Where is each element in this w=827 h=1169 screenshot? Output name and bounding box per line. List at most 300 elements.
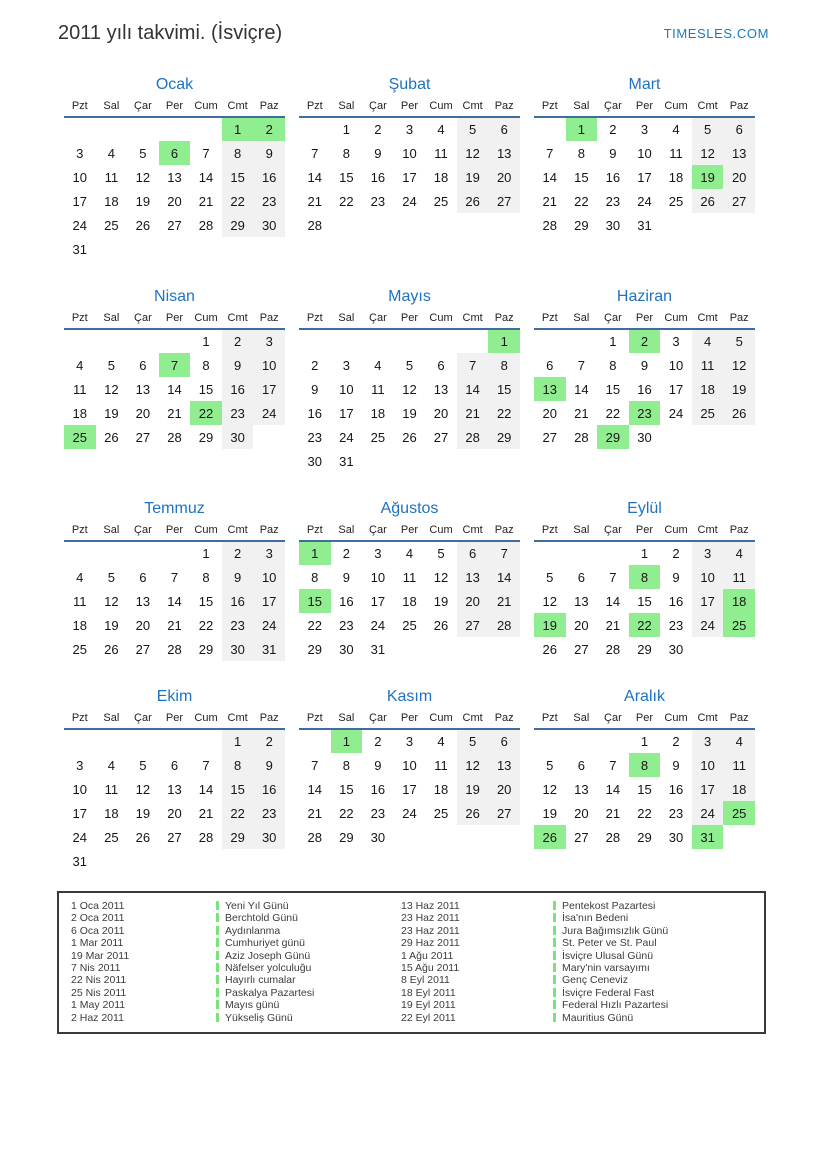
weekday-header: Pzt [534,523,566,541]
weekday-header: Cum [425,523,457,541]
empty-cell [253,849,285,873]
empty-cell [394,825,426,849]
weekday-header: Per [629,523,661,541]
day-cell: 7 [311,757,319,773]
day-cell: 2 [374,734,382,749]
day-cell: 22 [222,801,254,825]
site-link[interactable]: TIMESLES.COM [663,26,769,41]
day-cell: 19 [723,377,755,401]
day-cell: 4 [107,757,115,773]
day-cell: 24 [668,405,684,421]
day-cell: 22 [574,193,589,209]
weekday-header: Cum [190,711,222,729]
day-cell: 14 [605,593,621,609]
empty-cell [488,449,520,473]
day-cell: 8 [202,357,210,373]
empty-cell [190,117,222,141]
day-cell: 13 [488,141,520,165]
day-cell: 16 [605,169,621,185]
day-cell: 4 [374,357,382,373]
weekday-header: Per [629,711,661,729]
weekday-header: Cum [425,311,457,329]
day-cell: 26 [692,189,724,213]
holiday-date: 1 May 2011 [71,999,126,1012]
day-cell: 1 [640,546,649,561]
day-cell: 22 [198,617,214,633]
empty-cell [488,213,520,237]
weekday-header: Per [629,311,661,329]
weekday-header: Cmt [457,523,489,541]
holiday-marker-icon [553,963,556,972]
day-cell: 18 [104,805,119,821]
day-cell: 22 [190,401,222,425]
day-cell: 15 [299,589,331,613]
day-cell: 9 [253,141,285,165]
day-cell: 1 [331,729,363,753]
day-cell: 31 [72,241,88,257]
day-cell: 22 [629,613,661,637]
empty-cell [566,541,598,565]
holiday-date: 2 Haz 2011 [71,1011,124,1024]
holiday-name [553,987,760,999]
day-cell: 21 [605,617,621,633]
day-cell: 11 [104,781,119,797]
day-cell: 1 [488,329,520,353]
holiday-name [216,950,401,962]
holiday-marker-icon [216,951,219,960]
day-cell: 19 [433,593,449,609]
holiday-name [216,974,401,986]
day-cell: 10 [668,357,684,373]
day-cell: 16 [222,377,254,401]
day-cell: 8 [488,353,520,377]
holiday-name-label: Yükseliş Günü [225,1011,293,1024]
empty-cell [723,213,755,237]
day-cell: 21 [574,405,589,421]
weekday-header: Paz [253,523,285,541]
day-cell: 1 [299,541,331,565]
day-cell: 8 [202,569,210,585]
day-cell: 30 [222,637,254,661]
day-cell: 26 [457,801,489,825]
weekday-header: Cum [660,311,692,329]
day-cell: 13 [457,565,489,589]
empty-cell [96,849,128,873]
holiday-name-label: Genç Ceneviz [562,974,628,987]
day-cell: 17 [72,193,88,209]
holiday-date: 23 Haz 2011 [401,912,460,925]
holiday-marker-icon [216,1013,219,1022]
holiday-name-label: Näfelser yolculuğu [225,962,312,975]
empty-cell [159,237,191,261]
empty-cell [534,541,566,565]
day-cell: 15 [339,781,354,797]
empty-cell [190,729,222,753]
day-cell: 26 [723,401,755,425]
day-cell: 20 [542,405,558,421]
holiday-date: 22 Eyl 2011 [401,1011,456,1024]
day-cell: 20 [574,617,589,633]
day-cell: 3 [692,729,724,753]
day-cell: 12 [402,381,417,397]
day-cell: 26 [135,829,151,845]
day-cell: 23 [307,429,323,445]
day-cell: 27 [457,613,489,637]
empty-cell [425,449,457,473]
empty-cell [222,237,254,261]
day-cell: 26 [457,189,489,213]
empty-cell [299,329,331,353]
day-cell: 17 [72,805,88,821]
holiday-name [553,962,760,974]
day-cell: 2 [222,541,254,565]
weekday-header: Paz [488,711,520,729]
weekday-header: Per [159,523,191,541]
day-cell: 20 [167,805,182,821]
weekday-header: Cmt [457,99,489,117]
day-cell: 24 [72,217,88,233]
holiday-name-label: Yeni Yıl Günü [225,900,289,912]
day-cell: 23 [668,805,684,821]
empty-cell [64,729,96,753]
day-cell: 3 [405,122,414,137]
day-cell: 29 [637,829,652,845]
weekday-header: Cum [190,99,222,117]
day-cell: 23 [629,401,661,425]
day-cell: 21 [167,405,182,421]
empty-cell [425,213,457,237]
day-cell: 18 [668,169,684,185]
day-cell: 29 [222,825,254,849]
day-cell: 7 [609,757,617,773]
weekday-header: Per [159,99,191,117]
day-cell: 6 [437,357,445,373]
weekday-header: Pzt [534,99,566,117]
day-cell: 20 [488,777,520,801]
day-cell: 23 [605,193,621,209]
weekday-header: Per [394,711,426,729]
day-cell: 4 [437,122,445,137]
day-cell: 5 [107,357,115,373]
day-cell: 10 [339,381,354,397]
empty-cell [64,329,96,353]
weekday-header: Per [629,99,661,117]
empty-cell [362,329,394,353]
holiday-date: 19 Eyl 2011 [401,999,456,1012]
holiday-name-label: Berchtold Günü [225,912,298,925]
day-cell: 5 [546,757,554,773]
day-cell: 9 [222,353,254,377]
holiday-date: 22 Nis 2011 [71,974,127,987]
day-cell: 22 [637,805,652,821]
holiday-date: 2 Oca 2011 [71,912,125,925]
month-mayis [299,287,520,473]
day-cell: 28 [574,429,589,445]
day-cell: 6 [488,729,520,753]
day-cell: 30 [253,213,285,237]
weekday-header: Cum [660,523,692,541]
day-cell: 25 [433,193,449,209]
day-cell: 26 [402,429,417,445]
weekday-header: Paz [253,711,285,729]
day-cell: 13 [488,753,520,777]
day-cell: 27 [135,429,151,445]
day-cell: 23 [370,193,386,209]
day-cell: 11 [434,757,448,773]
day-cell: 16 [339,593,354,609]
day-cell: 7 [311,145,319,161]
day-cell: 30 [605,217,621,233]
day-cell: 16 [637,381,652,397]
day-cell: 4 [723,541,755,565]
weekday-header: Cmt [692,99,724,117]
empty-cell [253,237,285,261]
month-table [299,99,520,237]
empty-cell [127,849,159,873]
weekday-header: Çar [362,711,394,729]
day-cell: 9 [253,753,285,777]
empty-cell [159,849,191,873]
empty-cell [190,237,222,261]
day-cell: 24 [692,801,724,825]
day-cell: 28 [307,217,323,233]
empty-cell [96,329,128,353]
empty-cell [159,117,191,141]
day-cell: 27 [488,189,520,213]
empty-cell [660,213,692,237]
empty-cell [660,425,692,449]
day-cell: 12 [457,753,489,777]
day-cell: 7 [457,353,489,377]
empty-cell [64,541,96,565]
holiday-date: 6 Oca 2011 [71,924,125,937]
day-cell: 27 [488,801,520,825]
day-cell: 5 [546,569,554,585]
day-cell: 29 [198,429,214,445]
day-cell: 14 [542,169,558,185]
empty-cell [159,329,191,353]
day-cell: 1 [202,546,210,561]
day-cell: 24 [370,617,386,633]
day-cell: 26 [542,641,558,657]
holiday-name [553,1012,760,1024]
day-cell: 13 [723,141,755,165]
day-cell: 1 [222,729,254,753]
day-cell: 6 [546,357,554,373]
day-cell: 4 [692,329,724,353]
day-cell: 8 [609,357,617,373]
month-title: Mayıs [388,288,431,305]
day-cell: 14 [605,781,621,797]
day-cell: 1 [609,334,617,349]
day-cell: 21 [307,805,323,821]
day-cell: 22 [222,189,254,213]
month-table [534,711,755,849]
day-cell: 11 [402,569,417,585]
holiday-name [216,900,401,912]
day-cell: 5 [457,117,489,141]
day-cell: 11 [104,169,119,185]
weekday-header: Cum [660,99,692,117]
day-cell: 24 [253,613,285,637]
day-cell: 7 [577,357,585,373]
month-title: Ekim [156,688,193,705]
day-cell: 27 [542,429,558,445]
day-cell: 6 [170,757,179,773]
day-cell: 22 [339,193,354,209]
holiday-date: 1 Oca 2011 [71,900,125,912]
empty-cell [597,729,629,753]
empty-cell [331,329,363,353]
day-cell: 30 [668,829,684,845]
day-cell: 30 [253,825,285,849]
day-cell: 4 [405,546,414,561]
day-cell: 27 [574,829,589,845]
day-cell: 10 [253,565,285,589]
day-cell: 17 [339,405,354,421]
weekday-header: Sal [566,711,598,729]
day-cell: 23 [222,401,254,425]
weekday-header: Paz [723,99,755,117]
day-cell: 18 [723,777,755,801]
day-cell: 2 [342,546,350,561]
weekday-header: Çar [127,311,159,329]
day-cell: 28 [307,829,323,845]
weekday-header: Pzt [64,523,96,541]
holiday-name [216,987,401,999]
day-cell: 16 [668,593,684,609]
day-cell: 10 [402,757,417,773]
day-cell: 5 [107,569,115,585]
day-cell: 13 [135,381,151,397]
day-cell: 19 [457,165,489,189]
day-cell: 23 [668,617,684,633]
empty-cell [190,849,222,873]
empty-cell [299,117,331,141]
month-table [534,523,755,661]
weekday-header: Paz [723,711,755,729]
day-cell: 28 [167,429,182,445]
empty-cell [362,449,394,473]
holiday-name [216,925,401,937]
day-cell: 29 [222,213,254,237]
day-cell: 23 [253,801,285,825]
day-cell: 9 [342,569,350,585]
day-cell: 15 [605,381,621,397]
day-cell: 17 [253,377,285,401]
empty-cell [692,213,724,237]
holiday-name-label: Paskalya Pazartesi [225,986,315,999]
empty-cell [127,237,159,261]
day-cell: 15 [637,781,652,797]
weekday-header: Sal [331,711,363,729]
day-cell: 8 [342,757,350,773]
day-cell: 19 [135,805,151,821]
holiday-marker-icon [553,1000,556,1009]
empty-cell [488,637,520,661]
day-cell: 8 [342,145,350,161]
day-cell: 10 [402,145,417,161]
day-cell: 7 [609,569,617,585]
day-cell: 1 [202,334,210,349]
day-cell: 24 [339,429,354,445]
day-cell: 10 [692,565,724,589]
day-cell: 14 [167,593,182,609]
day-cell: 21 [457,401,489,425]
day-cell: 29 [574,217,589,233]
day-cell: 21 [198,193,214,209]
day-cell: 12 [457,141,489,165]
empty-cell [394,449,426,473]
day-cell: 11 [723,753,755,777]
holiday-date: 25 Nis 2011 [71,986,127,999]
holiday-date: 15 Ağu 2011 [401,962,460,975]
day-cell: 1 [566,117,598,141]
day-cell: 9 [374,145,382,161]
empty-cell [723,425,755,449]
day-cell: 27 [433,429,449,445]
day-cell: 23 [222,613,254,637]
weekday-header: Per [394,311,426,329]
holiday-name [216,937,401,949]
weekday-header: Pzt [64,311,96,329]
month-title: Temmuz [144,500,205,517]
weekday-header: Cmt [692,711,724,729]
empty-cell [96,729,128,753]
day-cell: 19 [542,805,558,821]
empty-cell [692,425,724,449]
day-cell: 6 [723,117,755,141]
day-cell: 20 [457,589,489,613]
day-cell: 20 [135,617,151,633]
day-cell: 14 [307,169,323,185]
weekday-header: Cmt [457,711,489,729]
holiday-date: 13 Haz 2011 [401,900,460,912]
day-cell: 28 [198,217,214,233]
day-cell: 31 [692,825,724,849]
day-cell: 28 [457,425,489,449]
day-cell: 9 [311,381,319,397]
day-cell: 11 [73,381,87,397]
holiday-marker-icon [553,1013,556,1022]
day-cell: 19 [104,405,119,421]
month-table [299,711,520,849]
month-title: Mart [628,76,661,93]
empty-cell [457,329,489,353]
month-title: Aralık [624,688,665,705]
weekday-header: Cmt [457,311,489,329]
day-cell: 5 [139,145,147,161]
day-cell: 3 [405,734,414,749]
day-cell: 26 [135,217,151,233]
day-cell: 20 [723,165,755,189]
holiday-name [553,937,760,949]
day-cell: 18 [402,593,417,609]
day-cell: 8 [222,753,254,777]
empty-cell [534,329,566,353]
day-cell: 11 [371,381,385,397]
page-header [0,0,827,46]
day-cell: 19 [135,193,151,209]
month-ekim [64,687,285,873]
holiday-legend [57,891,766,1034]
month-table [64,311,285,449]
weekday-header: Çar [597,523,629,541]
month-table [64,99,285,261]
holiday-marker-icon [216,901,219,910]
day-cell: 13 [167,169,182,185]
day-cell: 3 [692,541,724,565]
